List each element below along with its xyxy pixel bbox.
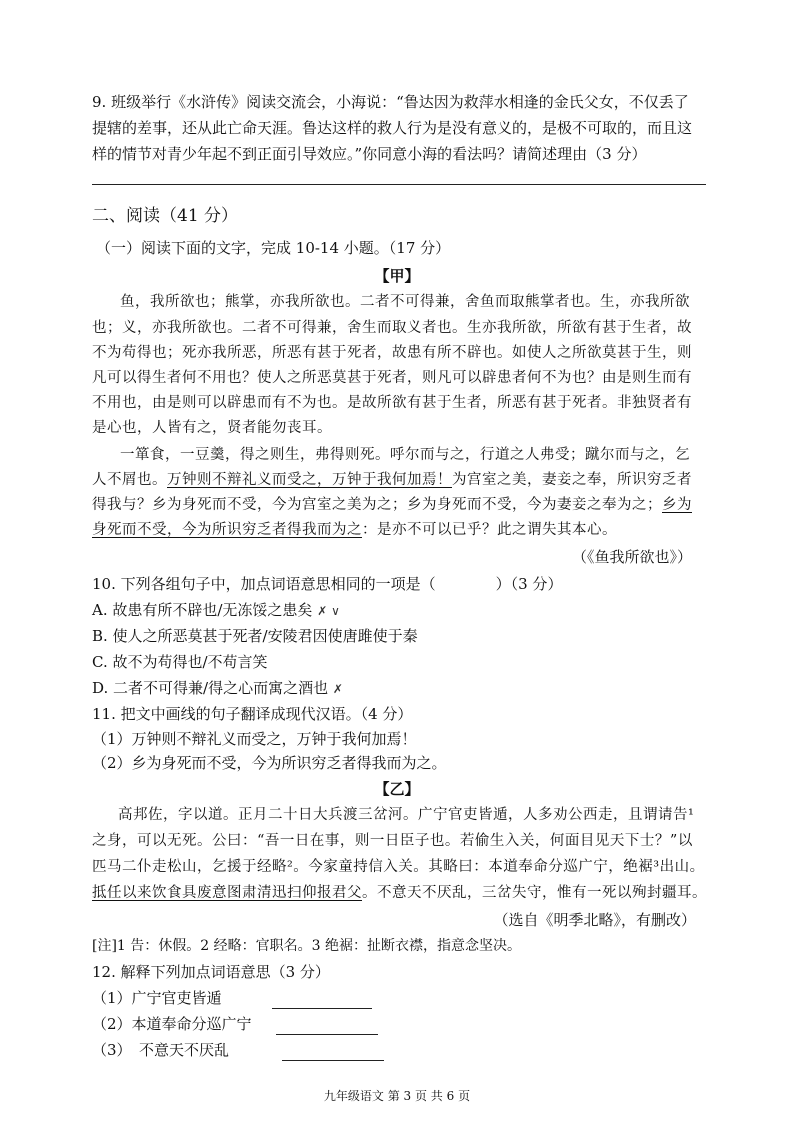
q11-stem: 11. 把文中画线的句子翻译成现代汉语。（4 分） (92, 705, 413, 723)
passage-jia-p2-line (92, 520, 617, 540)
passage-jia-line: 凡可以得生者何不用也？使人之所恶莫甚于死者，则凡可以辟患者何不为也？由是则生而有 (92, 370, 692, 386)
q10-stem: 10. 下列各组句子中，加点词语意思相同的一项是（ ）（3 分） (92, 575, 563, 593)
q10-option-c: C. 故不为苟得也/不苟言笑 (92, 653, 268, 671)
answer-blank (272, 1008, 372, 1009)
plain-text: 。不意天不厌乱，三岔失守，惟有一死以殉封疆耳。 (362, 885, 707, 901)
underlined-sentence: 抵任以来饮食具废意图肃清迅扫仰报君父 (92, 885, 362, 901)
passage-yi-line: 匹马二仆走松山，乞援于经略²。今家童持信入关。其略曰：本道奉命分巡广宁，绝裾³出山。 (92, 859, 705, 875)
section-title: 二、阅读（41 分） (92, 206, 239, 226)
passage-jia-line: 不为苟得也；死亦我所恶，所恶有甚于死者，故患有所不辟也。如使人之所欲莫甚于生，则 (92, 345, 692, 361)
plain-text: 得我与？乡为身死而不受，今为宫室之美为之；乡为身死而不受，今为妻妾之奉为之； (92, 497, 662, 513)
passage-jia-line: 是心也，人皆有之，贤者能勿丧耳。 (92, 420, 332, 436)
option-text: A. 故患有所不辟也/无冻馁之患矣 (92, 601, 313, 619)
answer-blank (276, 1034, 378, 1035)
q10-option-d (92, 678, 343, 699)
underlined-sentence: 身死而不受，今为所识穷乏者得我而为之 (92, 522, 362, 538)
passage-yi-source: （选自《明季北略》，有删改） (493, 911, 696, 929)
passage-jia-line: 也；义，亦我所欲也。二者不可得兼，舍生而取义者也。生亦我所欲，所欲有甚于生者，故 (92, 320, 692, 336)
handwritten-mark: ✗ ∨ (317, 604, 340, 618)
passage-jia-p2-line: 一箪食，一豆羹，得之则生，弗得则死。呼尔而与之，行道之人弗受；蹴尔而与之，乞 (120, 447, 690, 463)
q11-item: （1）万钟则不辩礼义而受之，万钟于我何加焉！ (92, 730, 417, 748)
part-title: （一）阅读下面的文字，完成 10-14 小题。（17 分） (96, 239, 451, 257)
passage-yi-line: 之身，可以无死。公曰：“吾一日在事，则一日臣子也。若偷生入关，何面目见天下士？”以 (92, 833, 693, 849)
passage-jia-line: 不用也，由是则可以辟患而有不为也。是故所欲有甚于生者，所恶有甚于死者。非独贤者有 (92, 395, 692, 411)
annotation-note: [注]1 告：休假。2 经略：官职名。3 绝裾：扯断衣襟，指意念坚决。 (92, 938, 521, 954)
plain-text: ：是亦不可以已乎？此之谓失其本心。 (362, 522, 617, 538)
q9-line-2: 提辖的差事，还从此亡命天涯。鲁达这样的救人行为是没有意义的，是极不可取的，而且这 (92, 119, 693, 137)
answer-blank (282, 1060, 384, 1061)
q9-line-1: 9. 班级举行《水浒传》阅读交流会，小海说：“鲁达因为救萍水相逢的金氏父女，不仅丢了 (92, 93, 689, 111)
passage-jia-p2-line (92, 470, 692, 490)
passage-jia-line: 鱼，我所欲也；熊掌，亦我所欲也。二者不可得兼，舍鱼而取熊掌者也。生，亦我所欲 (120, 294, 690, 310)
passage-jia-source: （《鱼我所欲也》） (571, 548, 692, 566)
underlined-sentence: 乡为 (662, 497, 692, 513)
answer-line-q9 (92, 184, 706, 185)
q12-item: （3） 不意天不厌乱 (92, 1041, 230, 1059)
passage-yi-line: 高邦佐，字以道。正月二十日大兵渡三岔河。广宁官吏皆遁，人多劝公西走，且谓请告¹ (118, 807, 695, 823)
plain-text: 为宫室之美，妻妾之奉，所识穷乏者 (452, 472, 692, 488)
option-text: D. 二者不可得兼/得之心而寓之酒也 (92, 679, 329, 697)
page-footer: 九年级语文 第 3 页 共 6 页 (323, 1089, 471, 1103)
q12-item: （2）本道奉命分巡广宁 (92, 1015, 252, 1033)
q10-option-a (92, 600, 340, 621)
q12-item: （1）广宁官吏皆遁 (92, 989, 222, 1007)
passage-yi-label: 【乙】 (374, 780, 420, 798)
passage-jia-p2-line (92, 495, 692, 515)
underlined-sentence: 万钟则不辩礼义而受之，万钟于我何加焉！ (167, 472, 452, 488)
q12-stem: 12. 解释下列加点词语意思（3 分） (92, 963, 330, 981)
q9-line-3: 样的情节对青少年起不到正面引导效应。”你同意小海的看法吗？请简述理由（3 分） (92, 145, 647, 163)
plain-text: 人不屑也。 (92, 472, 167, 488)
q10-option-b: B. 使人之所恶莫甚于死者/安陵君因使唐雎使于秦 (92, 627, 418, 645)
handwritten-mark: ✗ (332, 682, 343, 696)
q11-item: （2）乡为身死而不受，今为所识穷乏者得我而为之。 (92, 754, 447, 772)
passage-yi-line (92, 883, 707, 903)
passage-jia-label: 【甲】 (374, 267, 420, 285)
